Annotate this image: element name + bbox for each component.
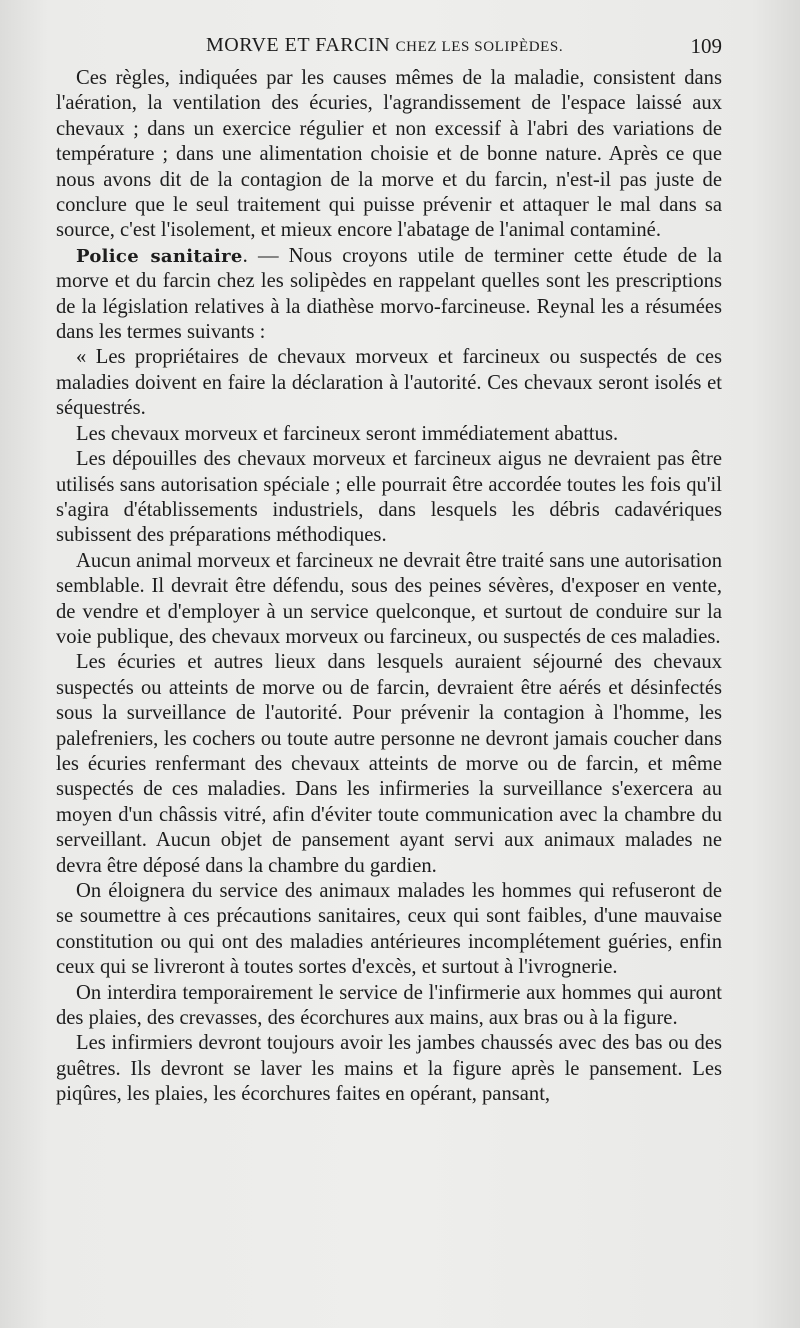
page-header (56, 34, 722, 62)
paragraph-police-sanitaire (56, 244, 722, 346)
paragraph-depouilles: Les dépouilles des chevaux morveux et farcineux aigus ne devraient pas être utilisés sans autorisation spéciale ; elle pourrait être accordée toutes les fois qu'il s'agira d'établissements industriels, dans lesquels les débris cadavériques subissent des préparations méthodiques. (56, 448, 722, 547)
section-heading: Police sanitaire (76, 245, 243, 267)
paragraph-infirmiers: Les infirmiers devront toujours avoir les jambes chaussés avec des bas ou des guêtres. Ils devront se laver les mains et la figure après le pansement. Les piqûres, les plaies, les écorchures faites en opérant, pansant, (56, 1032, 722, 1106)
running-title-main: MORVE ET FARCIN (206, 34, 391, 56)
paragraph-eloignement: On éloignera du service des animaux malades les hommes qui refuseront de se soumettre à ces précautions sanitaires, ceux qui sont faibles, d'une mauvaise constitution ou qui ont des maladies antérieures incomplétement guéries, enfin ceux qui se livreront à toutes sortes d'excès, et surtout à l'ivrognerie. (56, 880, 722, 979)
running-title (206, 34, 563, 57)
running-title-small: CHEZ LES SOLIPÈDES. (395, 39, 564, 55)
paragraph-interdiction: On interdira temporairement le service de l'infirmerie aux hommes qui auront des plaies, des crevasses, des écorchures aux mains, aux bras ou à la figure. (56, 981, 722, 1030)
paragraph-quote-start: « Les propriétaires de chevaux morveux et farcineux ou suspectés de ces maladies doivent en faire la déclaration à l'autorité. Ces chevaux seront isolés et séquestrés. (56, 346, 722, 420)
paragraph-police-text: . — Nous croyons utile de terminer cette étude de la morve et du farcin chez les solipèdes en rappelant quelles sont les prescriptions de la législation relatives à la diathèse morvo-farcineuse. Reynal les a résumées dans les termes suivants : (56, 244, 722, 344)
paragraph-ecuries: Les écuries et autres lieux dans lesquels auraient séjourné des chevaux suspectés ou atteints de morve ou de farcin, devraient être aérés et désinfectés sous la surveillance de l'autorité. Pour prévenir la contagion à l'homme, les palefreniers, les cochers ou toute autre personne ne devront jamais coucher dans les écuries renfermant des chevaux atteints de morve ou de farcin, et même suspectés de ces maladies. Dans les infirmeries la surveillance s'exercera au moyen d'un châssis vitré, afin d'éviter toute communication avec la chambre du serveillant. Aucun objet de pansement ayant servi aux animaux malades ne devra être déposé dans la chambre du gardien. (56, 651, 722, 877)
paragraph-abattus: Les chevaux morveux et farcineux seront immédiatement abattus. (76, 422, 619, 445)
page-body (56, 66, 722, 1108)
paragraph-traitement: Aucun animal morveux et farcineux ne devrait être traité sans une autorisation semblable. Il devrait être défendu, sous des peines sévères, d'exposer en vente, de vendre et d'employer à un service quelconque, et surtout de conduire sur la voie publique, des chevaux morveux ou farcineux, ou suspectés de ces maladies. (56, 549, 722, 648)
page-number: 109 (690, 34, 722, 58)
paragraph-rules: Ces règles, indiquées par les causes mêmes de la maladie, consistent dans l'aération, la ventilation des écuries, l'agrandissement de l'espace laissé aux chevaux ; dans un exercice régulier et non excessif à l'abri des variations de température ; dans une alimentation choisie et de bonne nature. Après ce que nous avons dit de la contagion de la morve et du farcin, n'est-il pas juste de conclure que le seul traitement qui puisse prévenir et attaquer le mal dans sa source, c'est l'isolement, et mieux encore l'abatage de l'animal contaminé. (56, 67, 722, 242)
